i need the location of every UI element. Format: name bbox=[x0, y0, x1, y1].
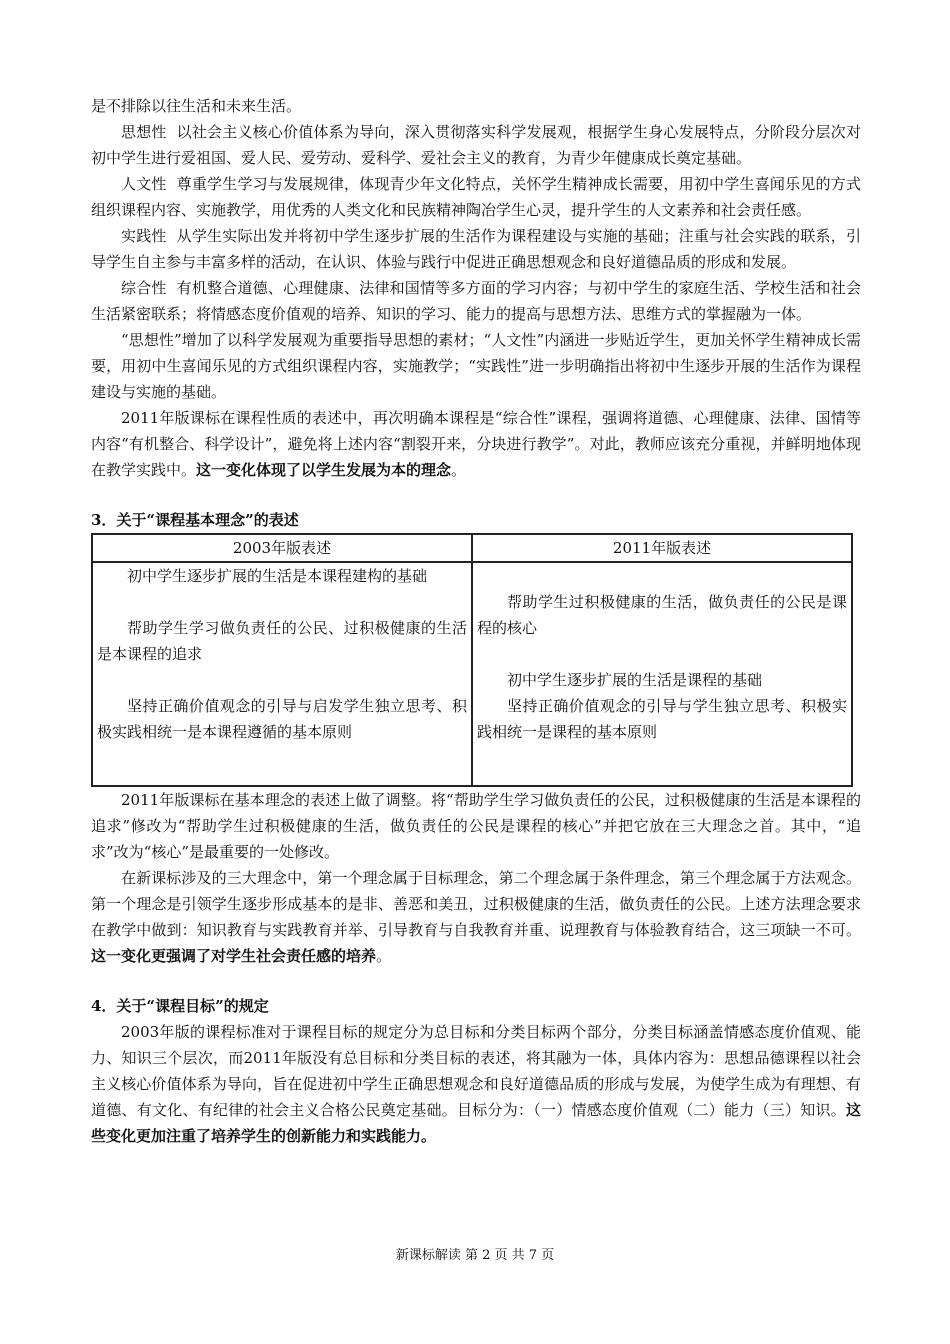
para-end: 。 bbox=[451, 461, 467, 479]
table-row bbox=[92, 562, 852, 786]
page-footer: 新课标解读 第 2 页 共 7 页 bbox=[395, 1248, 555, 1263]
feature-term: 实践性 bbox=[121, 227, 167, 245]
concept-2011-1: 帮助学生过积极健康的生活，做负责任的公民是课程的核心 bbox=[477, 593, 847, 637]
section4-para bbox=[91, 1019, 861, 1149]
cell-2003 bbox=[92, 562, 472, 786]
concept-2003-3: 坚持正确价值观念的引导与启发学生独立思考、积极实践相统一是本课程遵循的基本原则 bbox=[97, 697, 467, 741]
concept-2003-2: 帮助学生学习做负责任的公民、过积极健康的生活是本课程的追求 bbox=[97, 619, 467, 663]
feature-term: 人文性 bbox=[121, 175, 167, 193]
feature-humanity bbox=[91, 171, 861, 223]
section4-heading: 4．关于“课程目标”的规定 bbox=[91, 997, 269, 1015]
spacer bbox=[91, 969, 861, 993]
concept-2011-3: 坚持正确价值观念的引导与学生独立思考、积极实践相统一是课程的基本原则 bbox=[477, 697, 847, 741]
feature-term: 思想性 bbox=[121, 123, 167, 141]
feature-text: 以社会主义核心价值体系为导向，深入贯彻落实科学发展观，根据学生身心发展特点，分阶段分层次对初中学生进行爱祖国、爱人民、爱劳动、爱科学、爱社会主义的教育，为青少年健康成长奠定基础。 bbox=[91, 123, 861, 167]
intro-tail: 是不排除以往生活和未来生活。 bbox=[91, 97, 302, 115]
section3-heading: 3．关于“课程基本理念”的表述 bbox=[91, 511, 299, 529]
feature-text: 尊重学生学习与发展规律，体现青少年文化特点，关怀学生精神成长需要，用初中学生喜闻乐见的方式组织课程内容、实施教学，用优秀的人类文化和民族精神陶冶学生心灵，提升学生的人文素养和社会责任感。 bbox=[91, 175, 861, 219]
feature-thought bbox=[91, 119, 861, 171]
spacer bbox=[91, 483, 861, 507]
concept-2011-2: 初中学生逐步扩展的生活是课程的基础 bbox=[507, 671, 763, 689]
para-changes: “思想性”增加了以科学发展观为重要指导思想的素材；“人文性”内涵进一步贴近学生，更加关怀学生精神成长需要，用初中生喜闻乐见的方式组织课程内容，实施教学；“实践性”进一步明确指出将初中生逐步开展的生活作为课程建设与实施的基础。 bbox=[91, 331, 861, 401]
column-header-2011: 2011年版表述 bbox=[472, 534, 852, 562]
table-header-row bbox=[92, 534, 852, 562]
feature-practice bbox=[91, 223, 861, 275]
para-end: 。 bbox=[376, 947, 392, 965]
feature-term: 综合性 bbox=[121, 279, 167, 297]
para-emphasis: 这一变化更强调了对学生社会责任感的培养 bbox=[91, 947, 377, 965]
para-emphasis: 这些变化更加注重了培养学生的创新能力和实践能力。 bbox=[91, 1101, 861, 1145]
section3-para1: 2011年版课标在基本理念的表述上做了调整。将“帮助学生学习做负责任的公民，过积极健康的生活是本课程的追求”修改为“帮助学生过积极健康的生活，做负责任的公民是课程的核心”并把它放在三大理念之首。其中，“追求”改为“核心”是最重要的一处修改。 bbox=[91, 791, 861, 861]
para-2011-nature bbox=[91, 405, 861, 483]
para-text: 2003年版的课程标准对于课程目标的规定分为总目标和分类目标两个部分，分类目标涵盖情感态度价值观、能力、知识三个层次，而2011年版没有总目标和分类目标的表述，将其融为一体，具体内容为：思想品德课程以社会主义核心价值体系为导向，旨在促进初中学生正确思想观念和良好道德品质的形成与发展，为使学生成为有理想、有道德、有文化、有纪律的社会主义合格公民奠定基础。目标分为：（一）情感态度价值观（二）能力（三）知识。 bbox=[91, 1023, 861, 1119]
comparison-table bbox=[91, 533, 853, 787]
concept-2003-1: 初中学生逐步扩展的生活是本课程建构的基础 bbox=[127, 567, 428, 585]
feature-comprehensive bbox=[91, 275, 861, 327]
document-page bbox=[91, 93, 861, 1149]
column-header-2003: 2003年版表述 bbox=[92, 534, 472, 562]
section3-para2 bbox=[91, 865, 861, 969]
feature-text: 从学生实际出发并将初中学生逐步扩展的生活作为课程建设与实施的基础；注重与社会实践的联系，引导学生自主参与丰富多样的活动，在认识、体验与践行中促进正确思想观念和良好道德品质的形成和发展。 bbox=[91, 227, 861, 271]
cell-2011 bbox=[472, 562, 852, 786]
para-text: 2011年版课标在课程性质的表述中，再次明确本课程是“综合性”课程，强调将道德、心理健康、法律、国情等 内容“有机整合、科学设计”，避免将上述内容“割裂开来，分块进行教学”。对此，教师应该充分重视，并鲜明地体现在教学实践中。 bbox=[91, 409, 861, 479]
feature-text: 有机整合道德、心理健康、法律和国情等多方面的学习内容；与初中学生的家庭生活、学校生活和社会生活紧密联系；将情感态度价值观的培养、知识的学习、能力的提高与思想方法、思维方式的掌握融为一体。 bbox=[91, 279, 861, 323]
para-text: 在新课标涉及的三大理念中，第一个理念属于目标理念，第二个理念属于条件理念，第三个理念属于方法观念。第一个理念是引领学生逐步形成基本的是非、善恶和美丑，过积极健康的生活，做负责任的公民。上述方法理念要求在教学中做到：知识教育与实践教育并举、引导教育与自我教育并重、说理教育与体验教育结合，这三项缺一不可。 bbox=[91, 869, 861, 939]
para-emphasis: 这一变化体现了以学生发展为本的理念 bbox=[196, 461, 452, 479]
